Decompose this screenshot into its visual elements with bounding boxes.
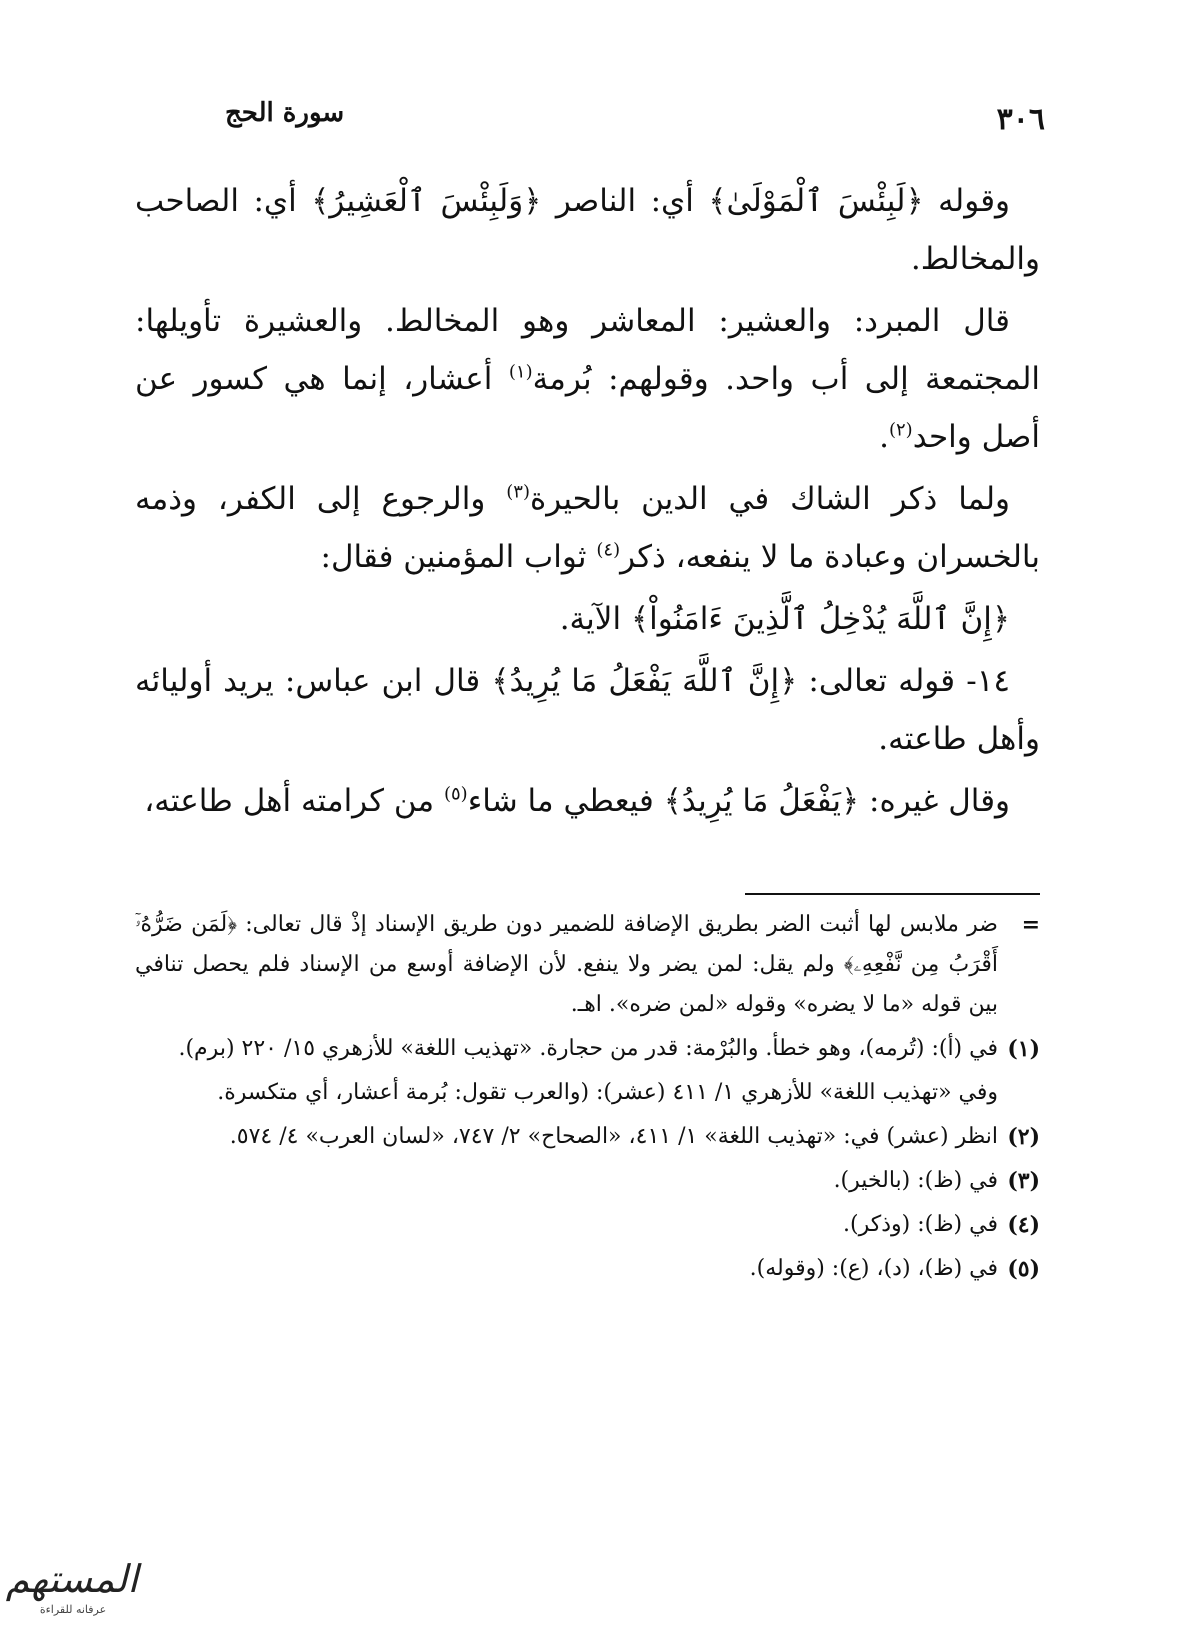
footnote-4-number: (٤) bbox=[1007, 1212, 1040, 1238]
footnote-1 bbox=[135, 1029, 1040, 1069]
footnote-4 bbox=[135, 1205, 1040, 1245]
continuation-text: ضر ملابس لها أثبت الضر بطريق الإضافة للضمير دون طريق الإسناد إذْ قال تعالى: ﴿لَمَن ضَرُّهُۥٓ أَقْرَبُ مِن نَّفْعِهِۦ﴾ ولم يقل: لمن يضر ولا ينفع. لأن الإضافة أوسع من الإسناد فلم يحصل تنافي بين قوله «ما لا يضره» وقوله «لمن ضره». اهـ. bbox=[135, 912, 998, 1017]
continuation-mark: = bbox=[1021, 912, 1040, 938]
publisher-logo bbox=[5, 1555, 138, 1635]
paragraph-5-text: ١٤- قوله تعالى: ﴿إِنَّ ٱللَّهَ يَفْعَلُ مَا يُرِيدُ﴾ قال ابن عباس: يريد أوليائه وأهل طاعته. bbox=[135, 663, 1040, 757]
page-header bbox=[145, 92, 1045, 142]
footnote-5-text: في (ظ)، (د)، (ع): (وقوله). bbox=[749, 1256, 998, 1281]
footnote-2-text: انظر (عشر) في: «تهذيب اللغة» ١/ ٤١١، «الصحاح» ٢/ ٧٤٧، «لسان العرب» ٤/ ٥٧٤. bbox=[229, 1124, 998, 1149]
paragraph-3-text-a: ولما ذكر الشاك في الدين بالحيرة bbox=[529, 481, 1011, 517]
footnote-2-number: (٢) bbox=[1007, 1124, 1040, 1150]
footnotes bbox=[135, 905, 1040, 1293]
footnote-ref-3: (٣) bbox=[506, 481, 530, 503]
paragraph-2 bbox=[135, 292, 1040, 466]
footnote-ref-2: (٢) bbox=[888, 419, 913, 441]
logo-caption: عرفانه للقراءة bbox=[39, 1603, 107, 1616]
paragraph-6-text-a: وقال غيره: ﴿يَفْعَلُ مَا يُرِيدُ﴾ فيعطي ما شاء bbox=[467, 783, 1010, 819]
footnote-3-text: في (ظ): (بالخير). bbox=[833, 1168, 998, 1193]
paragraph-2-text-c: . bbox=[879, 419, 889, 455]
footnote-2 bbox=[135, 1117, 1040, 1157]
surah-title: سورة الحج bbox=[225, 98, 345, 128]
footnote-ref-4: (٤) bbox=[596, 539, 621, 561]
page-number: ٣٠٦ bbox=[996, 102, 1045, 137]
main-text bbox=[135, 172, 1040, 834]
paragraph-5 bbox=[135, 652, 1040, 768]
logo-calligraphy: المستهم bbox=[5, 1557, 138, 1601]
footnote-ref-5: (٥) bbox=[443, 783, 468, 805]
footnote-separator bbox=[745, 893, 1040, 895]
footnote-continuation bbox=[135, 905, 1040, 1025]
paragraph-6-text-b: من كرامته أهل طاعته، bbox=[144, 783, 444, 819]
paragraph-4-text: ﴿إِنَّ ٱللَّهَ يُدْخِلُ ٱلَّذِينَ ءَامَنُواْ﴾ الآية. bbox=[559, 601, 1010, 637]
paragraph-6 bbox=[135, 772, 1040, 830]
footnote-3 bbox=[135, 1161, 1040, 1201]
footnote-1-extra: وفي «تهذيب اللغة» للأزهري ١/ ٤١١ (عشر): (والعرب تقول: بُرمة أعشار، أي متكسرة. bbox=[217, 1080, 998, 1105]
paragraph-3 bbox=[135, 470, 1040, 586]
footnote-1-number: (١) bbox=[1007, 1036, 1040, 1062]
footnote-ref-1: (١) bbox=[508, 361, 533, 383]
footnote-1-text: في (أ): (تُرمه)، وهو خطأ. والبُرْمة: قدر من حجارة. «تهذيب اللغة» للأزهري ١٥/ ٢٢٠ (برم). bbox=[178, 1036, 998, 1061]
paragraph-3-text-c: ثواب المؤمنين فقال: bbox=[320, 539, 597, 575]
footnote-5 bbox=[135, 1249, 1040, 1289]
footnote-4-text: في (ظ): (وذكر). bbox=[843, 1212, 998, 1237]
paragraph-1-text: وقوله ﴿لَبِئْسَ ٱلْمَوْلَىٰ﴾ أي: الناصر ﴿وَلَبِئْسَ ٱلْعَشِيرُ﴾ أي: الصاحب والمخالط. bbox=[135, 183, 1040, 277]
footnote-3-number: (٣) bbox=[1007, 1168, 1040, 1194]
paragraph-2-text-a: قال المبرد: والعشير: المعاشر وهو المخالط. والعشيرة تأويلها: المجتمعة إلى أب واحد. وقولهم: بُرمة bbox=[135, 303, 1041, 397]
paragraph-3-text-b: والرجوع إلى الكفر، وذمه بالخسران وعبادة ما لا ينفعه، ذكر bbox=[135, 481, 1040, 575]
footnote-5-number: (٥) bbox=[1007, 1256, 1040, 1282]
paragraph-2-text-b: أعشار، إنما هي كسور عن أصل واحد bbox=[135, 361, 1040, 455]
paragraph-4-verse bbox=[135, 590, 1040, 648]
paragraph-1 bbox=[135, 172, 1040, 288]
